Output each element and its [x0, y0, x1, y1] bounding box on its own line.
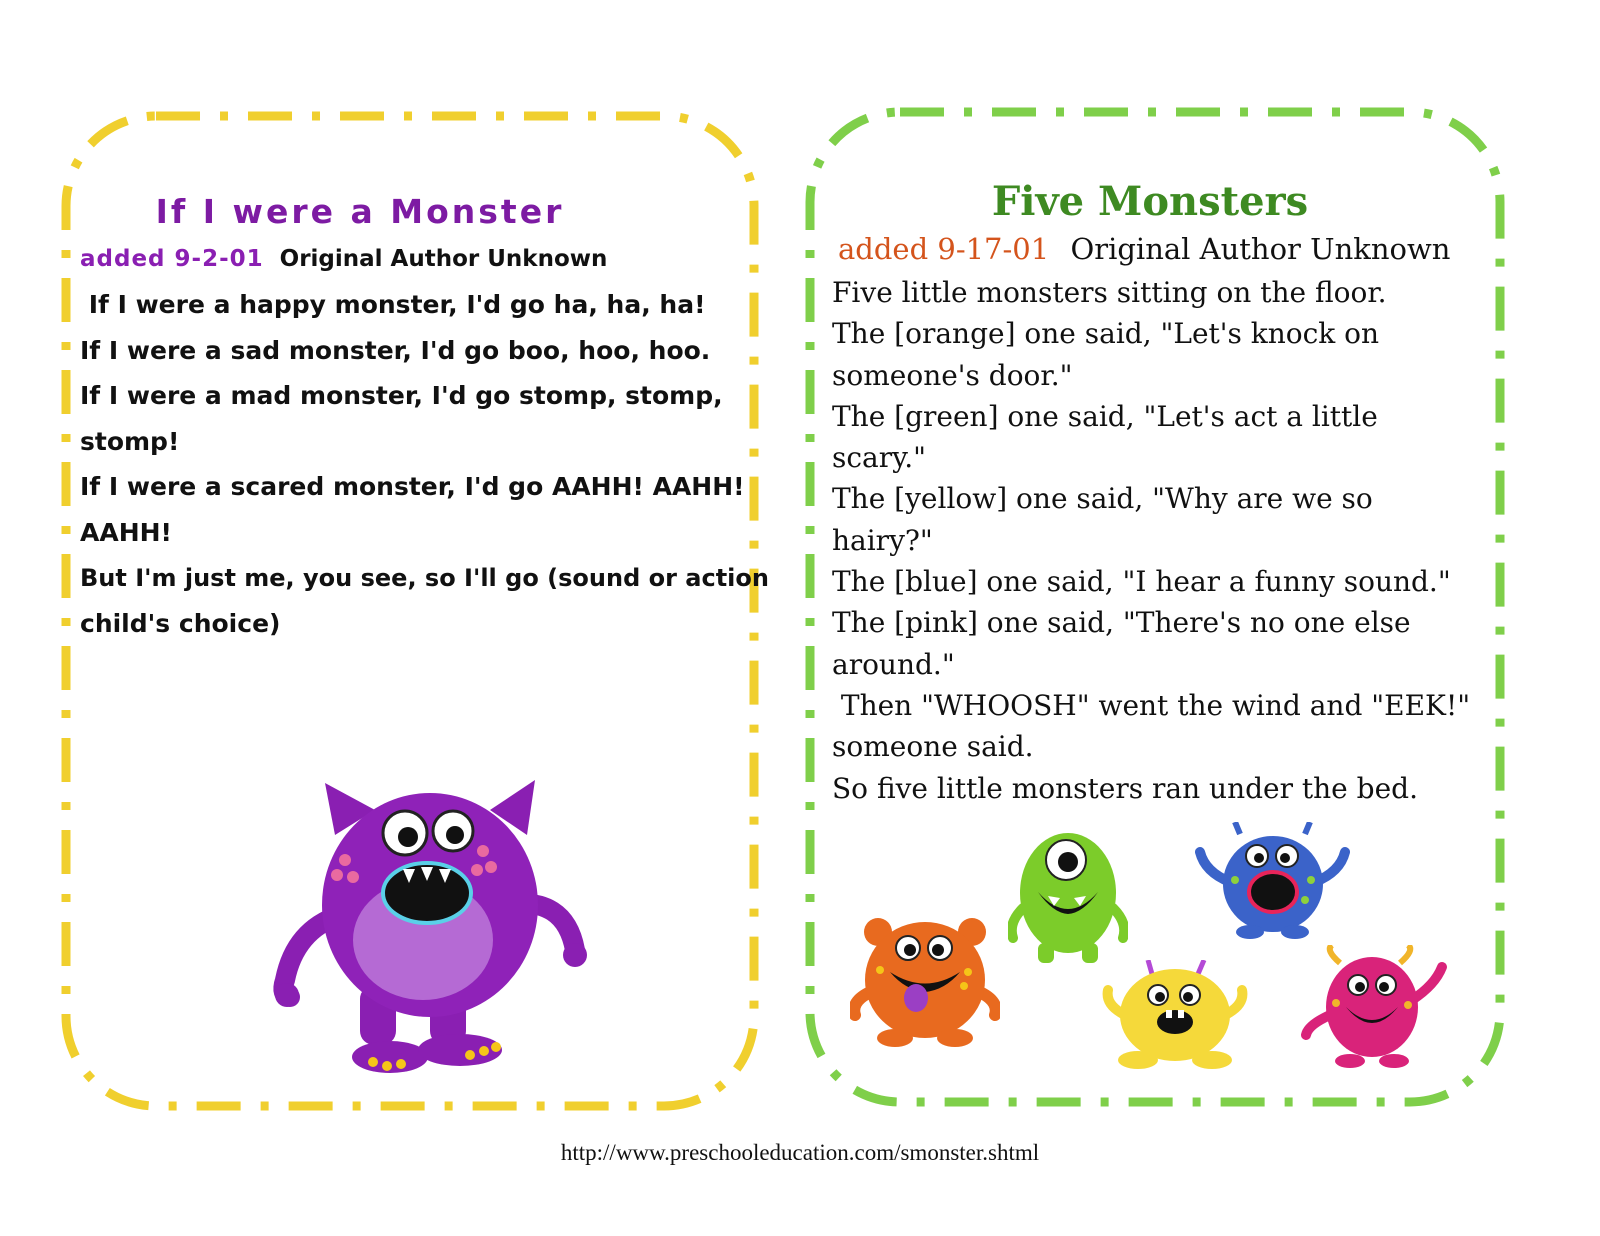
poem-line: If I were a mad monster, I'd go stomp, stomp,	[80, 381, 723, 411]
left-card-meta	[80, 246, 607, 272]
poem-line: The [orange] one said, "Let's knock on	[832, 317, 1380, 351]
purple-monster-icon	[265, 765, 605, 1080]
poem-line: Then "WHOOSH" went the wind and "EEK!"	[832, 688, 1471, 722]
poem-line: But I'm just me, you see, so I'll go (sound or action	[80, 563, 769, 592]
left-card-added-date: added 9-2-01	[80, 246, 264, 272]
poem-line: AAHH!	[80, 517, 172, 547]
poem-line: someone's door."	[832, 358, 1073, 392]
blue-monster-icon	[1195, 822, 1350, 942]
left-card-poem	[80, 282, 769, 647]
poem-line: The [blue] one said, "I hear a funny sound."	[832, 565, 1451, 599]
poem-line: If I were a happy monster, I'd go ha, ha, ha!	[80, 290, 706, 319]
poem-line: stomp!	[80, 426, 180, 456]
right-card-title: Five Monsters	[991, 178, 1309, 225]
right-card-meta	[838, 232, 1450, 266]
right-card-poem	[832, 272, 1492, 809]
poem-line: If I were a sad monster, I'd go boo, hoo, hoo.	[80, 335, 711, 365]
poem-line: someone said.	[832, 730, 1034, 764]
green-monster-icon	[1008, 828, 1128, 968]
pink-monster-icon	[1300, 945, 1450, 1070]
poem-line: The [green] one said, "Let's act a little	[832, 399, 1378, 433]
poem-line: So five little monsters ran under the bed.	[832, 771, 1418, 805]
poem-line: around."	[832, 647, 955, 681]
orange-monster-icon	[850, 910, 1000, 1050]
left-card-author: Original Author Unknown	[279, 246, 608, 272]
poem-line: The [yellow] one said, "Why are we so	[832, 482, 1373, 516]
right-card-added-date: added 9-17-01	[838, 232, 1050, 266]
poem-line: hairy?"	[832, 523, 933, 557]
source-url: http://www.preschooleducation.com/smonster.shtml	[560, 1140, 1040, 1165]
left-card-title: If I were a Monster	[155, 192, 565, 231]
poem-line: If I were a scared monster, I'd go AAHH! AAHH!	[80, 472, 745, 502]
yellow-monster-icon	[1100, 960, 1250, 1070]
right-card-author: Original Author Unknown	[1070, 232, 1451, 266]
poem-line: child's choice)	[80, 609, 281, 639]
poem-line: Five little monsters sitting on the floor.	[832, 276, 1387, 309]
poem-line: The [pink] one said, "There's no one else	[832, 606, 1411, 640]
poem-line: scary."	[832, 441, 927, 475]
